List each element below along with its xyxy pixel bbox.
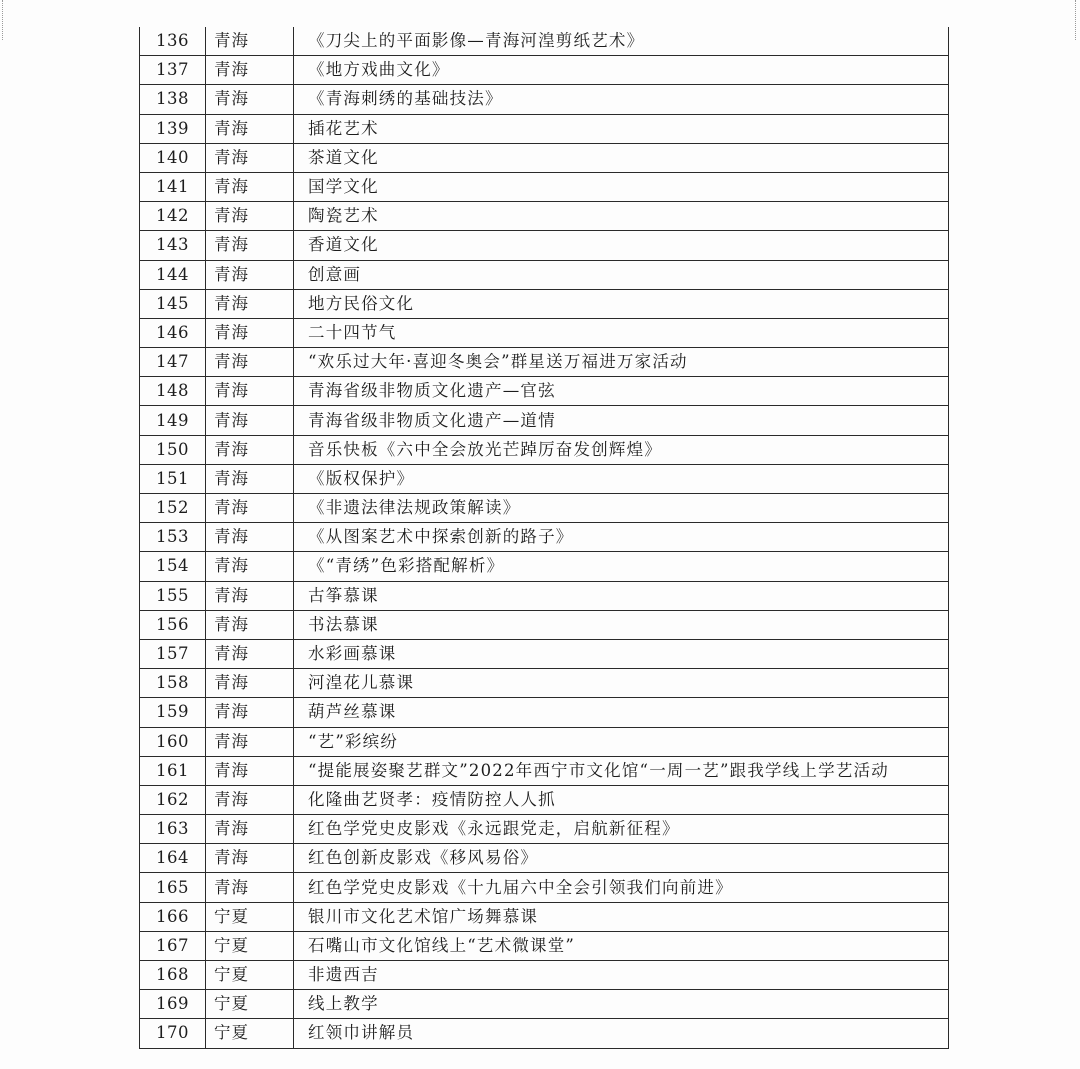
region-cell: 青海 <box>206 844 294 873</box>
region-cell: 青海 <box>206 698 294 727</box>
row-number-cell: 136 <box>140 27 206 56</box>
course-title-cell: 红色学党史皮影戏《十九届六中全会引领我们向前进》 <box>294 873 949 902</box>
row-number-cell: 146 <box>140 318 206 347</box>
course-title-cell: 化隆曲艺贤孝：疫情防控人人抓 <box>294 785 949 814</box>
region-cell: 青海 <box>206 318 294 347</box>
course-title-cell: “提能展姿聚艺群文”2022年西宁市文化馆“一周一艺”跟我学线上学艺活动 <box>294 756 949 785</box>
row-number-cell: 152 <box>140 494 206 523</box>
course-title-cell: 地方民俗文化 <box>294 289 949 318</box>
course-title-cell: 红色学党史皮影戏《永远跟党走，启航新征程》 <box>294 815 949 844</box>
course-title-cell: 葫芦丝慕课 <box>294 698 949 727</box>
table-row <box>140 610 949 639</box>
row-number-cell: 137 <box>140 56 206 85</box>
table-row <box>140 85 949 114</box>
row-number-cell: 138 <box>140 85 206 114</box>
region-cell: 青海 <box>206 494 294 523</box>
region-cell: 宁夏 <box>206 990 294 1019</box>
row-number-cell: 150 <box>140 435 206 464</box>
row-number-cell: 151 <box>140 464 206 493</box>
course-title-cell: 青海省级非物质文化遗产—官弦 <box>294 377 949 406</box>
table-row <box>140 961 949 990</box>
row-number-cell: 163 <box>140 815 206 844</box>
row-number-cell: 144 <box>140 260 206 289</box>
table-row <box>140 727 949 756</box>
row-number-cell: 139 <box>140 114 206 143</box>
region-cell: 青海 <box>206 406 294 435</box>
table-row <box>140 202 949 231</box>
course-title-cell: 《刀尖上的平面影像—青海河湟剪纸艺术》 <box>294 27 949 56</box>
scan-edge-mark-right <box>1075 0 1078 40</box>
region-cell: 青海 <box>206 260 294 289</box>
region-cell: 青海 <box>206 581 294 610</box>
region-cell: 青海 <box>206 231 294 260</box>
region-cell: 青海 <box>206 815 294 844</box>
course-title-cell: “艺”彩缤纷 <box>294 727 949 756</box>
row-number-cell: 160 <box>140 727 206 756</box>
course-title-cell: 《非遗法律法规政策解读》 <box>294 494 949 523</box>
course-title-cell: 音乐快板《六中全会放光芒踔厉奋发创辉煌》 <box>294 435 949 464</box>
row-number-cell: 168 <box>140 961 206 990</box>
table-body <box>140 27 949 1048</box>
course-title-cell: 非遗西吉 <box>294 961 949 990</box>
row-number-cell: 156 <box>140 610 206 639</box>
course-title-cell: “欢乐过大年·喜迎冬奥会”群星送万福进万家活动 <box>294 348 949 377</box>
region-cell: 宁夏 <box>206 961 294 990</box>
table-row <box>140 523 949 552</box>
row-number-cell: 143 <box>140 231 206 260</box>
table-row <box>140 348 949 377</box>
table-row <box>140 785 949 814</box>
row-number-cell: 155 <box>140 581 206 610</box>
table-row <box>140 27 949 56</box>
table-row <box>140 289 949 318</box>
region-cell: 青海 <box>206 114 294 143</box>
course-title-cell: 古筝慕课 <box>294 581 949 610</box>
row-number-cell: 153 <box>140 523 206 552</box>
region-cell: 青海 <box>206 727 294 756</box>
region-cell: 青海 <box>206 202 294 231</box>
table-row <box>140 756 949 785</box>
region-cell: 青海 <box>206 610 294 639</box>
region-cell: 青海 <box>206 639 294 668</box>
course-title-cell: 石嘴山市文化馆线上“艺术微课堂” <box>294 931 949 960</box>
region-cell: 青海 <box>206 85 294 114</box>
region-cell: 青海 <box>206 464 294 493</box>
table-row <box>140 231 949 260</box>
table-row <box>140 406 949 435</box>
region-cell: 青海 <box>206 56 294 85</box>
region-cell: 宁夏 <box>206 1019 294 1048</box>
row-number-cell: 148 <box>140 377 206 406</box>
region-cell: 青海 <box>206 669 294 698</box>
row-number-cell: 142 <box>140 202 206 231</box>
course-title-cell: 插花艺术 <box>294 114 949 143</box>
table-row <box>140 318 949 347</box>
row-number-cell: 141 <box>140 172 206 201</box>
course-title-cell: 香道文化 <box>294 231 949 260</box>
row-number-cell: 149 <box>140 406 206 435</box>
course-title-cell: 茶道文化 <box>294 143 949 172</box>
row-number-cell: 145 <box>140 289 206 318</box>
course-title-cell: 《“青绣”色彩搭配解析》 <box>294 552 949 581</box>
region-cell: 青海 <box>206 289 294 318</box>
course-title-cell: 线上教学 <box>294 990 949 1019</box>
table-row <box>140 56 949 85</box>
row-number-cell: 162 <box>140 785 206 814</box>
course-title-cell: 红领巾讲解员 <box>294 1019 949 1048</box>
course-title-cell: 二十四节气 <box>294 318 949 347</box>
region-cell: 青海 <box>206 756 294 785</box>
course-list-table <box>139 27 949 1049</box>
course-title-cell: 《从图案艺术中探索创新的路子》 <box>294 523 949 552</box>
row-number-cell: 161 <box>140 756 206 785</box>
course-title-cell: 水彩画慕课 <box>294 639 949 668</box>
table-row <box>140 172 949 201</box>
row-number-cell: 157 <box>140 639 206 668</box>
region-cell: 青海 <box>206 523 294 552</box>
course-title-cell: 《地方戏曲文化》 <box>294 56 949 85</box>
row-number-cell: 164 <box>140 844 206 873</box>
row-number-cell: 147 <box>140 348 206 377</box>
course-title-cell: 国学文化 <box>294 172 949 201</box>
course-title-cell: 青海省级非物质文化遗产—道情 <box>294 406 949 435</box>
region-cell: 宁夏 <box>206 931 294 960</box>
region-cell: 青海 <box>206 435 294 464</box>
table-row <box>140 1019 949 1048</box>
region-cell: 青海 <box>206 552 294 581</box>
region-cell: 青海 <box>206 873 294 902</box>
row-number-cell: 159 <box>140 698 206 727</box>
row-number-cell: 166 <box>140 902 206 931</box>
course-title-cell: 书法慕课 <box>294 610 949 639</box>
table-row <box>140 990 949 1019</box>
table-row <box>140 377 949 406</box>
region-cell: 青海 <box>206 143 294 172</box>
row-number-cell: 167 <box>140 931 206 960</box>
course-title-cell: 银川市文化艺术馆广场舞慕课 <box>294 902 949 931</box>
table-row <box>140 931 949 960</box>
row-number-cell: 158 <box>140 669 206 698</box>
table-row <box>140 815 949 844</box>
table-row <box>140 143 949 172</box>
course-title-cell: 《青海刺绣的基础技法》 <box>294 85 949 114</box>
region-cell: 青海 <box>206 172 294 201</box>
region-cell: 青海 <box>206 377 294 406</box>
table-row <box>140 260 949 289</box>
region-cell: 青海 <box>206 785 294 814</box>
table-row <box>140 552 949 581</box>
row-number-cell: 140 <box>140 143 206 172</box>
course-title-cell: 《版权保护》 <box>294 464 949 493</box>
course-title-cell: 陶瓷艺术 <box>294 202 949 231</box>
table-row <box>140 873 949 902</box>
table-row <box>140 639 949 668</box>
table-row <box>140 698 949 727</box>
region-cell: 青海 <box>206 27 294 56</box>
table-row <box>140 494 949 523</box>
course-title-cell: 创意画 <box>294 260 949 289</box>
table-row <box>140 669 949 698</box>
row-number-cell: 165 <box>140 873 206 902</box>
table-row <box>140 114 949 143</box>
course-title-cell: 河湟花儿慕课 <box>294 669 949 698</box>
table-row <box>140 464 949 493</box>
row-number-cell: 169 <box>140 990 206 1019</box>
region-cell: 青海 <box>206 348 294 377</box>
scan-edge-mark-left <box>2 0 5 40</box>
row-number-cell: 170 <box>140 1019 206 1048</box>
course-title-cell: 红色创新皮影戏《移风易俗》 <box>294 844 949 873</box>
table-row <box>140 435 949 464</box>
table-row <box>140 581 949 610</box>
table-row <box>140 844 949 873</box>
table-row <box>140 902 949 931</box>
row-number-cell: 154 <box>140 552 206 581</box>
region-cell: 宁夏 <box>206 902 294 931</box>
